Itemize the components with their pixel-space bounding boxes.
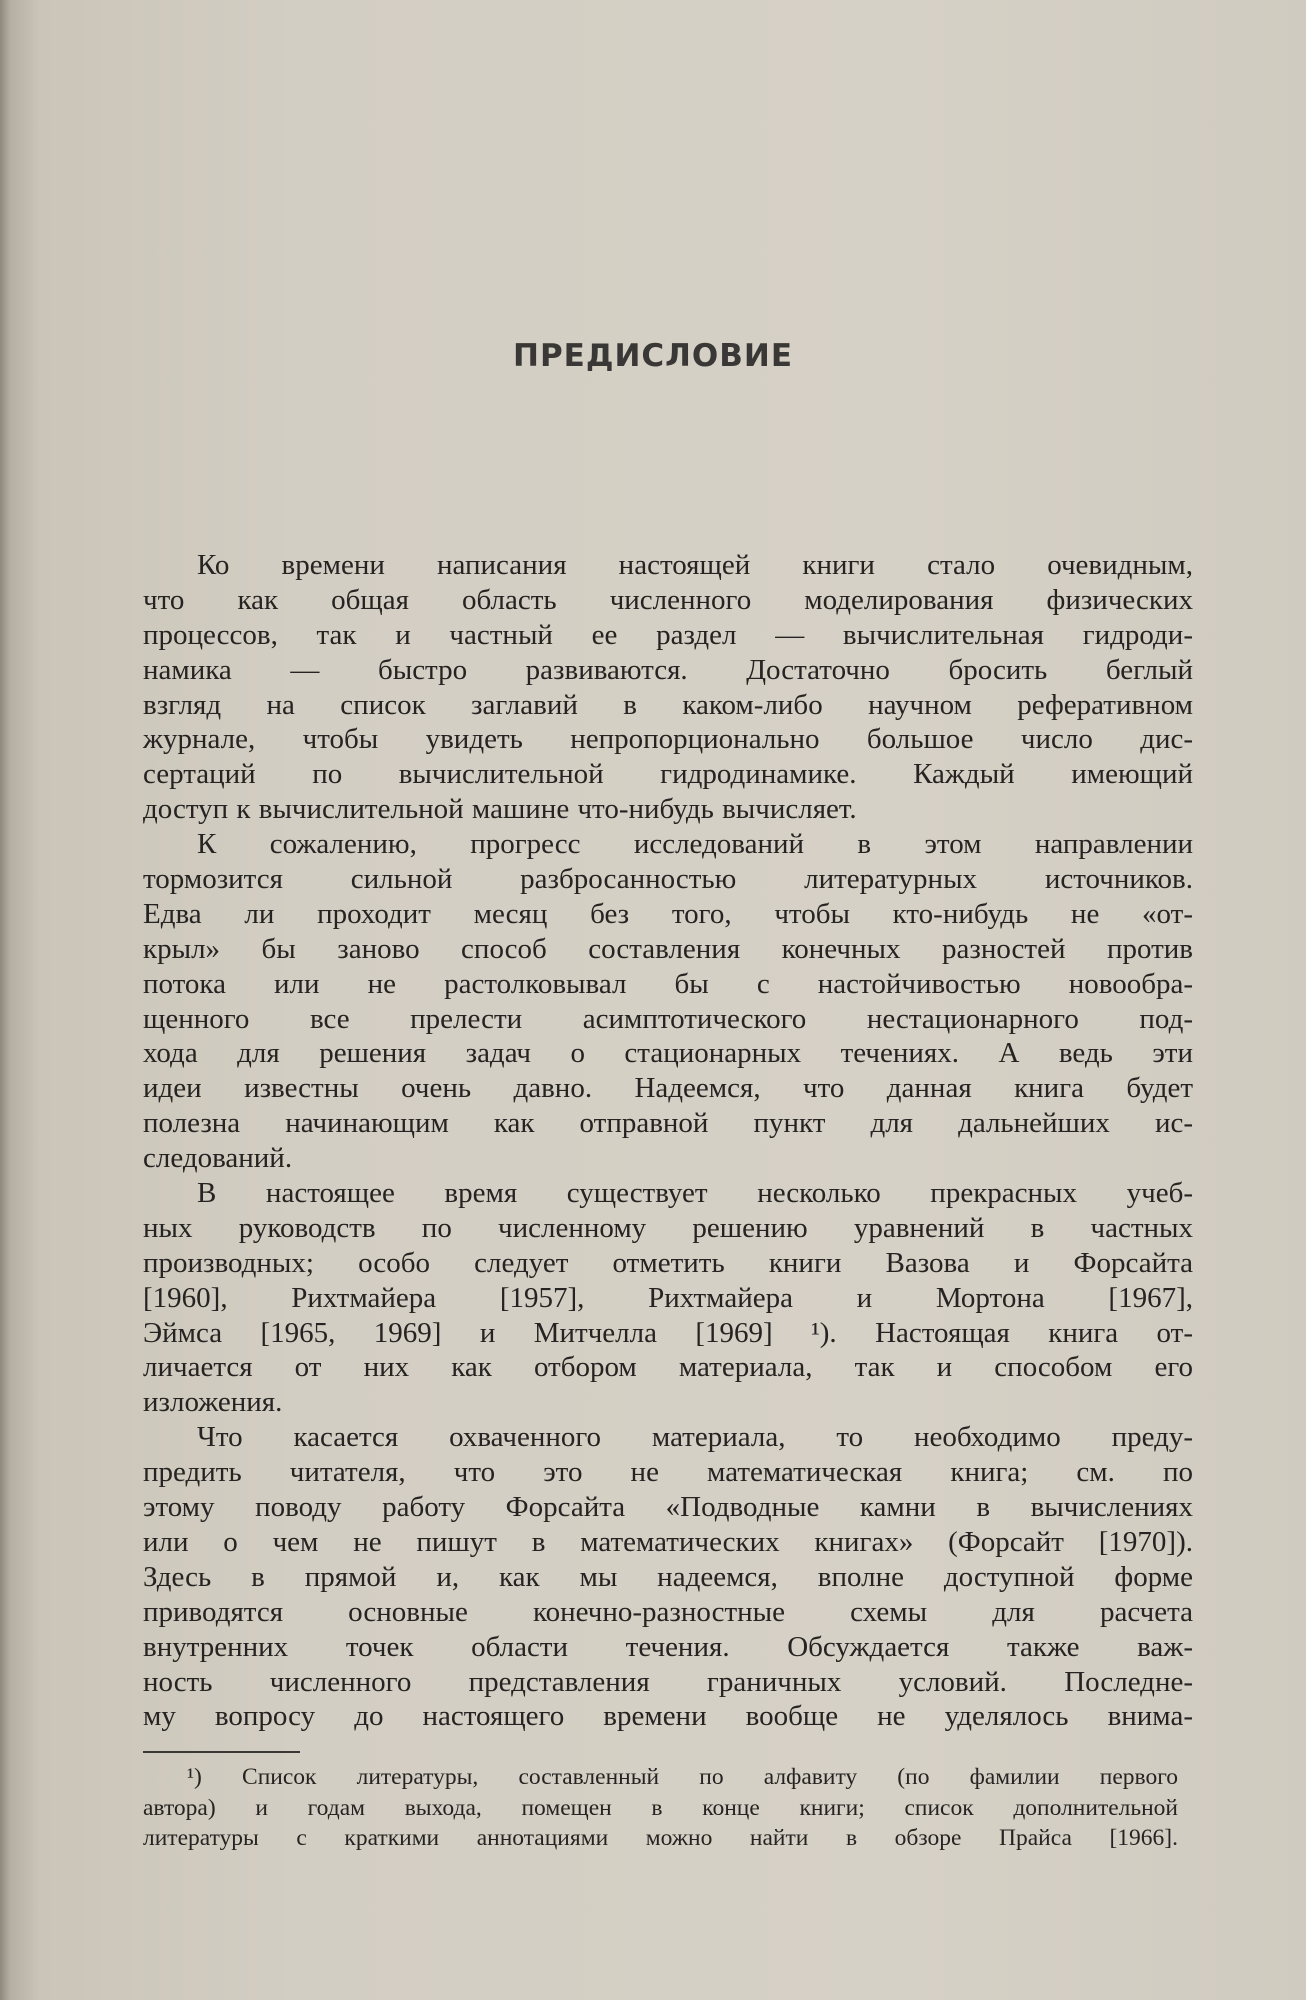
text-line: [1960], Рихтмайера [1957], Рихтмайера и Мортона [1967], <box>143 1281 1193 1314</box>
text-line: производных; особо следует отметить книги Вазова и Форсайта <box>143 1246 1193 1279</box>
text-line: хода для решения задач о стационарных течениях. А ведь эти <box>143 1037 1193 1070</box>
text-line: внутренних точек области течения. Обсуждается также важ- <box>143 1630 1193 1663</box>
text-line: щенного все прелести асимптотического нестационарного под- <box>143 1002 1193 1035</box>
text-line: намика — быстро развиваются. Достаточно бросить беглый <box>143 653 1193 686</box>
text-line: следований. <box>143 1142 293 1175</box>
text-line: процессов, так и частный ее раздел — вычислительная гидроди- <box>143 618 1193 651</box>
text-line: приводятся основные конечно-разностные схемы для расчета <box>143 1595 1193 1628</box>
text-line: тормозится сильной разбросанностью литературных источников. <box>143 863 1193 896</box>
text-line: К сожалению, прогресс исследований в этом направлении <box>197 828 1193 861</box>
body-text <box>143 548 1193 1734</box>
footnote-line: литературы с краткими аннотациями можно найти в обзоре Прайса [1966]. <box>143 1825 1178 1851</box>
footnote <box>143 1762 1178 1854</box>
footnote-line: ¹) Список литературы, составленный по алфавиту (по фамилии первого <box>187 1764 1178 1790</box>
text-line: му вопросу до настоящего времени вообще не уделялось внима- <box>143 1700 1193 1733</box>
text-line: крыл» бы заново способ составления конечных разностей против <box>143 932 1193 965</box>
text-line: полезна начинающим как отправной пункт для дальнейших ис- <box>143 1107 1193 1140</box>
text-line: Здесь в прямой и, как мы надеемся, вполне доступной форме <box>143 1560 1193 1593</box>
text-line: сертаций по вычислительной гидродинамике. Каждый имеющий <box>143 758 1193 791</box>
text-line: Ко времени написания настоящей книги стало очевидным, <box>197 549 1193 581</box>
page-title: ПРЕДИСЛОВИЕ <box>513 338 793 374</box>
text-line: ных руководств по численному решению уравнений в частных <box>143 1211 1193 1244</box>
text-line: журнале, чтобы увидеть непропорционально большое число дис- <box>143 723 1193 756</box>
text-line: ность численного представления граничных условий. Последне- <box>143 1665 1193 1698</box>
text-line: личается от них как отбором материала, так и способом его <box>143 1351 1193 1384</box>
text-line: идеи известны очень давно. Надеемся, что данная книга будет <box>143 1072 1193 1105</box>
text-line: взгляд на список заглавий в каком-либо научном реферативном <box>143 688 1193 721</box>
footnote-line: автора) и годам выхода, помещен в конце книги; список дополнительной <box>143 1794 1178 1821</box>
text-line: доступ к вычислительной машине что-нибудь вычисляет. <box>143 793 857 826</box>
text-line: или о чем не пишут в математических книгах» (Форсайт [1970]). <box>143 1525 1193 1558</box>
text-line: Эймса [1965, 1969] и Митчелла [1969] ¹). Настоящая книга от- <box>143 1316 1193 1349</box>
text-line: Что касается охваченного материала, то необходимо преду- <box>197 1421 1193 1454</box>
text-line: В настоящее время существует несколько прекрасных учеб- <box>197 1177 1193 1210</box>
footnote-divider <box>143 1751 300 1753</box>
text-line: потока или не растолковывал бы с настойчивостью новообра- <box>143 967 1193 1000</box>
text-line: этому поводу работу Форсайта «Подводные камни в вычислениях <box>143 1491 1193 1524</box>
text-line: изложения. <box>143 1386 283 1419</box>
text-line: что как общая область численного моделирования физических <box>143 583 1193 616</box>
text-line: Едва ли проходит месяц без того, чтобы кто-нибудь не «от- <box>143 897 1193 930</box>
text-line: предить читателя, что это не математическая книга; см. по <box>143 1456 1193 1489</box>
